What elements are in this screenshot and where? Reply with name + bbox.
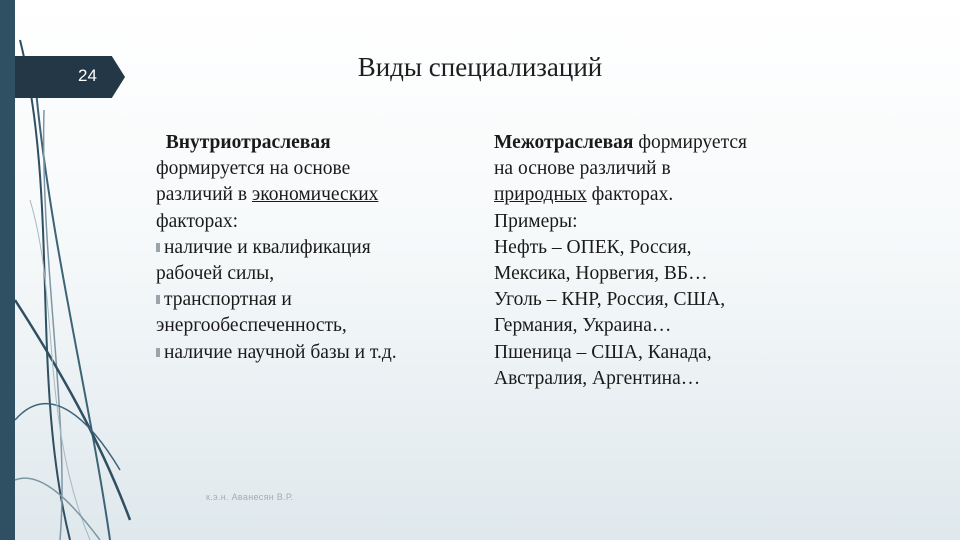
right-line: Германия, Украина… [494,315,672,337]
left-column [156,130,456,366]
left-bullet-item [156,340,456,366]
right-line [494,182,814,208]
footer-author: к.э.н. Аванесян В.Р. [206,492,294,502]
right-line: Уголь – КНР, Россия, США, [494,289,726,311]
right-column [494,130,814,392]
right-line2-rest: факторах. [586,184,674,206]
left-line2-text: различий в [156,184,252,206]
left-line: рабочей силы, [156,263,275,285]
left-heading: Внутриотраслевая [165,132,331,153]
left-line: энергообеспеченность, [156,315,347,337]
left-item3-text: наличие научной базы и т.д. [164,341,397,363]
left-item1-text: наличие и квалификация [164,236,371,258]
left-line: формируется на основе [156,158,351,180]
left-line2-underlined: экономических [251,184,379,206]
right-line: Примеры: [494,210,578,232]
slide-number-tab [15,56,125,98]
slide-number: 24 [78,66,97,85]
bullet-marker [156,348,160,357]
left-line [156,130,456,156]
right-line: Австралия, Аргентина… [494,367,701,389]
left-line [156,182,456,208]
right-line: Пшеница – США, Канада, [494,341,712,363]
right-line2-underlined: природных [494,184,587,206]
right-heading-rest: формируется [633,132,747,153]
right-heading: Межотраслевая [494,132,634,153]
slide-title: Виды специализаций [357,52,603,82]
right-line: Нефть – ОПЕК, Россия, [494,236,692,258]
right-line: на основе различий в [494,158,671,180]
bullet-marker [156,243,160,252]
left-item2-text: транспортная и [164,289,292,311]
left-bullet-item [156,235,456,261]
right-line [494,130,814,156]
right-line: Мексика, Норвегия, ВБ… [494,263,708,285]
left-bullet-item [156,287,456,313]
bullet-marker [156,295,160,304]
left-line: факторах: [156,210,239,232]
